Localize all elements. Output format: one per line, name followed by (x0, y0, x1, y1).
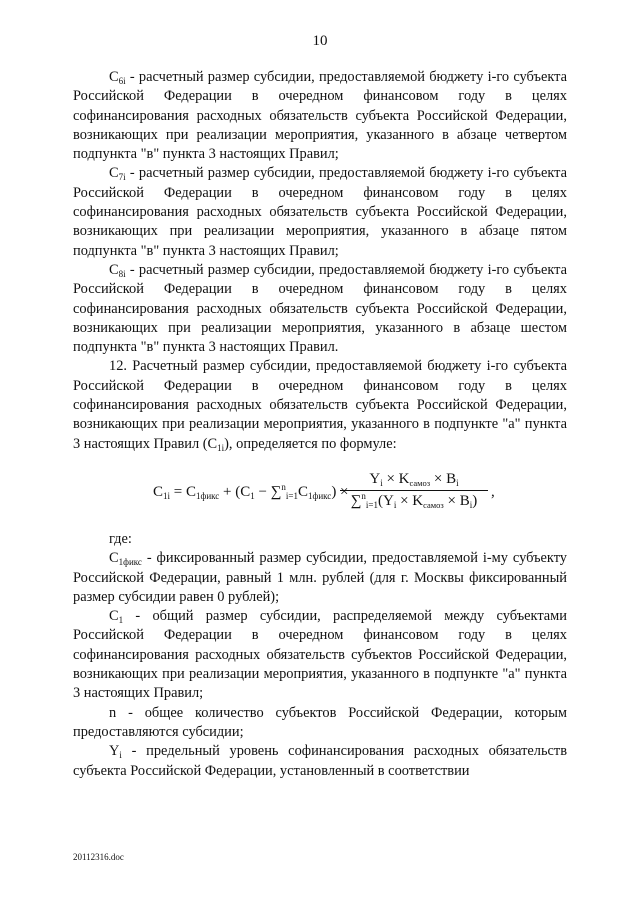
definition-yi (73, 742, 567, 781)
symbol: C (109, 165, 119, 182)
page-number: 10 (312, 33, 328, 49)
symbol-subscript: 6i (118, 76, 126, 86)
formula-lhs: C (153, 483, 164, 500)
formula-fraction (340, 470, 488, 512)
definition-text: - предельный уровень софинансирования расходных обязательств субъекта Российской Федерации, установленный в соответствии (73, 743, 567, 779)
definition-text: - расчетный размер субсидии, предоставляемой бюджету i-го субъекта Российской Федерации в очередном финансовом году в целях софинансирования расходных обязательств субъекта Российской Федерации, возникающих при реализации мероприятия, указанного в абзаце шестом подпункта "в" пункта 3 настоящих Правил. (73, 261, 567, 356)
formula-left-part (153, 483, 349, 502)
paragraph-subscript: 1i (217, 442, 225, 453)
den-close: ) (472, 493, 478, 510)
definition-text: - общее количество субъектов Российской Федерации, которым предоставляются субсидии; (73, 704, 567, 740)
formula-sum-c-sub: 1фикс (308, 490, 332, 501)
symbol: C (109, 69, 119, 85)
symbol: n (109, 704, 117, 721)
num-y: Y (369, 470, 381, 487)
where-label: где: (109, 530, 132, 547)
formula-sum-sub: i=1 (285, 490, 298, 501)
definition-n (73, 704, 567, 743)
den-y: (Y (378, 493, 394, 510)
formula-plus-open: + (C (219, 483, 251, 500)
num-k: × K (382, 470, 410, 487)
den-sum-sup: n (361, 491, 366, 502)
paragraph-text: 12. Расчетный размер субсидии, предоставляемой бюджету i-го субъекта Российской Федерации в очередном финансовом году в целях софинансирования расходных обязательств субъекта Российской Федерации, возникающих при реализации мероприятия, указанного в подпункте "а" пункта 3 настоящих Правил (C (73, 358, 567, 452)
formula-sum-sup: n (281, 481, 286, 492)
den-k: × K (396, 493, 424, 510)
num-y-sub: i (380, 477, 383, 488)
den-k-sub: самоз (423, 500, 444, 511)
formula-tail: , (491, 483, 495, 500)
symbol: Y (109, 743, 120, 760)
definition-c8i (73, 261, 567, 357)
formula-lhs-sub: 1i (163, 490, 171, 501)
num-k-sub: самоз (409, 477, 431, 488)
symbol: C (109, 550, 119, 567)
definition-text: - общий размер субсидии, распределяемой между субъектами Российской Федерации в очередном финансовом году в целях софинансирования расходных обязательств субъектов Российской Федерации, возникающих при реализации мероприятия, указанного в подпункте "а" пункта 3 настоящих Правил; (73, 608, 567, 702)
den-y-sub: i (393, 500, 397, 511)
symbol-subscript: 1фикс (118, 557, 142, 568)
symbol-subscript: 7i (118, 172, 126, 183)
definition-c1fix (73, 549, 567, 607)
document-body (73, 68, 567, 781)
definition-text: - фиксированный размер субсидии, предоставляемой i-му субъекту Российской Федерации, равный 1 млн. рублей (для г. Москвы фиксированный размер субсидии равен 0 рублей); (73, 550, 567, 605)
symbol: C (109, 608, 119, 625)
den-sum: ∑ (350, 493, 362, 510)
formula-eq: = C (170, 483, 196, 500)
symbol: C (109, 261, 119, 278)
definition-text: - расчетный размер субсидии, предоставляемой бюджету i-го субъекта Российской Федерации в очередном финансовом году в целях софинансирования расходных обязательств субъекта Российской Федерации, возникающих при реализации мероприятия, указанного в абзаце четвертом подпункта "в" пункта 3 настоящих Правил; (73, 69, 567, 163)
den-sum-sub: i=1 (365, 500, 378, 511)
symbol-subscript: i (119, 750, 122, 761)
num-b: × B (430, 470, 457, 487)
formula-close-times: ) × (331, 483, 349, 500)
formula-c1i (73, 470, 567, 520)
definition-c6i (73, 68, 567, 164)
formula-sum-c: C (298, 483, 309, 500)
definition-text: - расчетный размер субсидии, предоставляемой бюджету i-го субъекта Российской Федерации в очередном финансовом году в целях софинансирования расходных обязательств субъекта Российской Федерации, возникающих при реализации мероприятия, указанного в абзаце пятом подпункта "в" пункта 3 настоящих Правил; (73, 165, 567, 259)
symbol-subscript: 1 (118, 615, 124, 626)
symbol-subscript: 8i (118, 268, 126, 279)
formula-numerator (340, 470, 488, 490)
footer-filename: 20112316.doc (73, 852, 124, 862)
den-b: × B (443, 493, 470, 510)
paragraph-text-end: ), определяется по формуле: (224, 435, 397, 452)
definition-c7i (73, 164, 567, 260)
den-b-sub: i (469, 500, 473, 511)
formula-fix-sub: 1фикс (196, 490, 220, 501)
formula-denominator (340, 491, 488, 511)
definition-c1 (73, 607, 567, 703)
paragraph-12 (73, 357, 567, 453)
formula-c1-sub: 1 (250, 490, 255, 501)
num-b-sub: i (456, 477, 459, 488)
formula-minus-sum: − ∑ (254, 483, 282, 500)
